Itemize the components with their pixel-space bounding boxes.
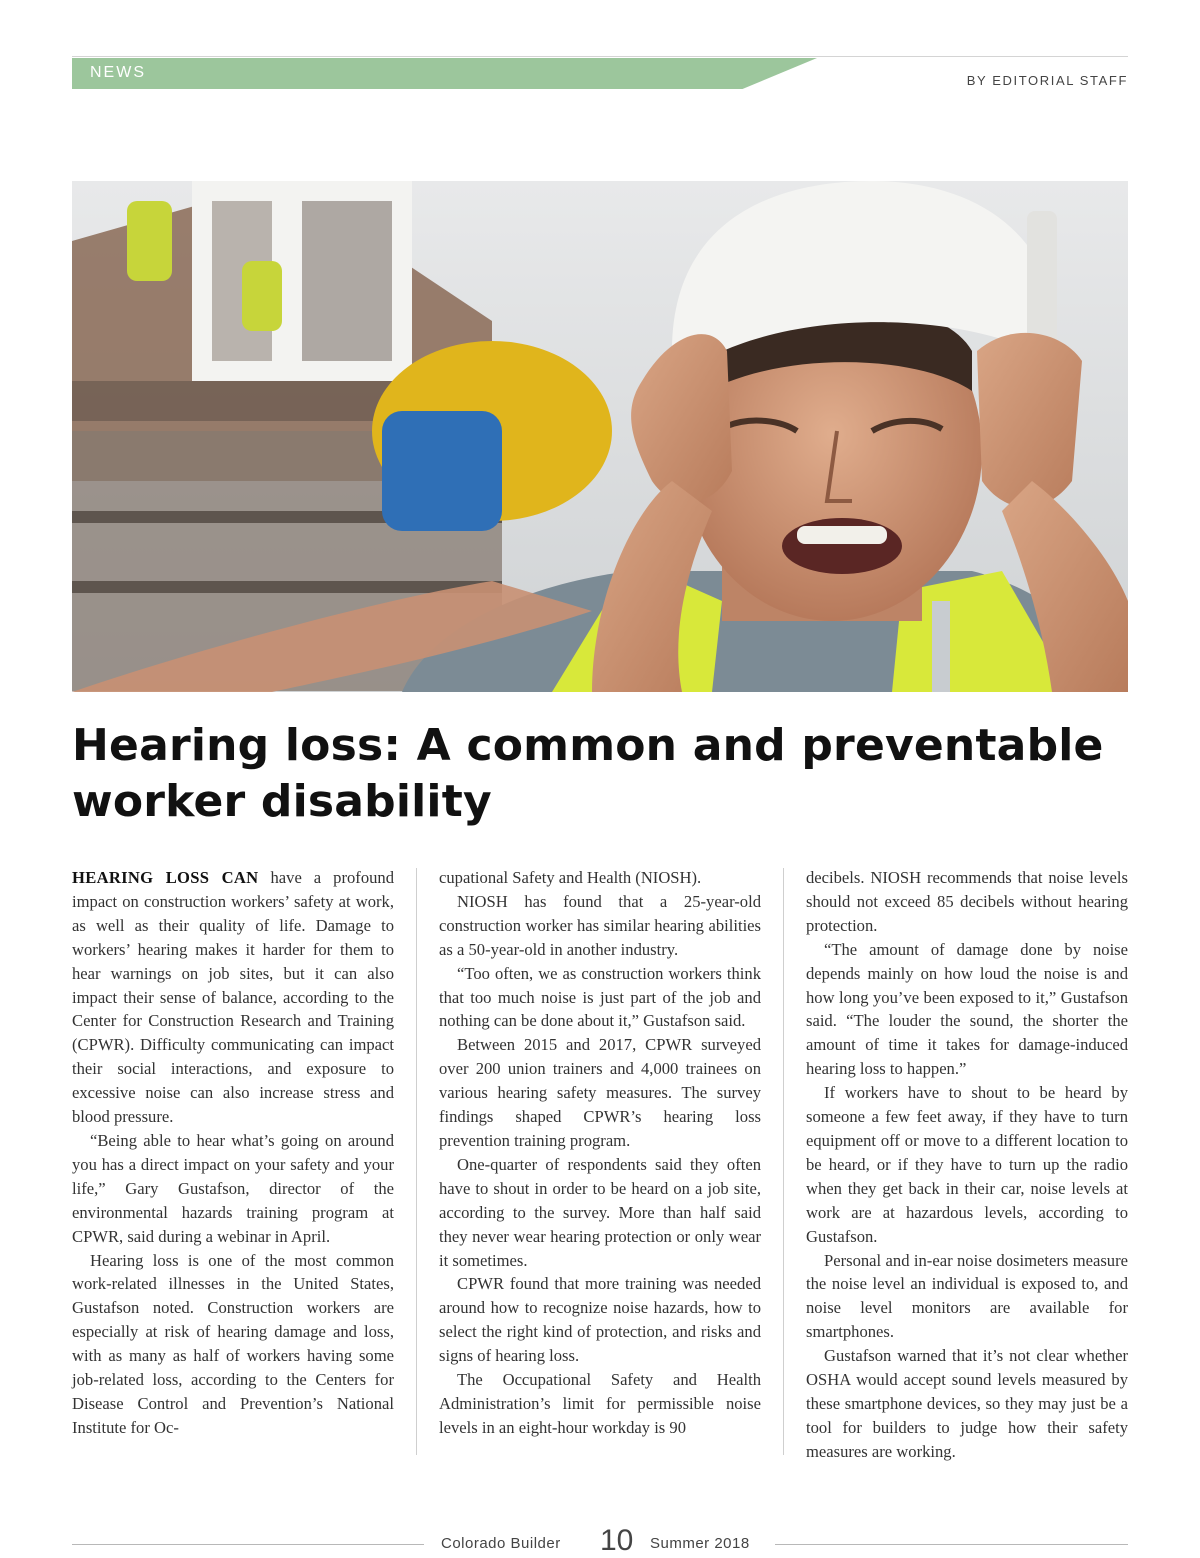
hero-photo	[72, 181, 1128, 692]
section-label: NEWS	[90, 64, 146, 81]
column-divider	[783, 868, 784, 1455]
footer-issue: Summer 2018	[650, 1535, 750, 1552]
paragraph: One-quarter of respondents said they often have to shout in order to be heard on a job site, according to the survey. More than half said they never wear hearing protection or only wear it sometimes.	[439, 1154, 761, 1270]
paragraph: CPWR found that more training was needed around how to recognize noise hazards, how to select the right kind of protection, and risks and signs of hearing loss.	[439, 1274, 761, 1366]
paragraph: “Being able to hear what’s going on around you has a direct impact on your safety and your life,” Gary Gustafson, director of the environmental hazards training program at CPWR, said during a webinar in April.	[72, 1130, 394, 1246]
article-column-2	[439, 866, 761, 1440]
byline: BY EDITORIAL STAFF	[966, 73, 1128, 88]
paragraph: NIOSH has found that a 25-year-old construction worker has similar hearing abilities as a 50-year-old in another industry.	[439, 891, 761, 959]
footer-publication: Colorado Builder	[441, 1535, 561, 1552]
lead-in: HEARING LOSS CAN	[72, 868, 259, 887]
column-divider	[416, 868, 417, 1455]
paragraph	[72, 866, 394, 1129]
article-column-1	[72, 866, 394, 1440]
article-column-3	[806, 866, 1128, 1464]
footer-rule-right	[775, 1544, 1128, 1545]
article-headline: Hearing loss: A common and preventable worker disability	[72, 720, 1104, 827]
page-number: 10	[600, 1524, 634, 1557]
paragraph: Personal and in-ear noise dosimeters measure the noise level an individual is exposed to, and noise level monitors are available for smartphones.	[806, 1250, 1128, 1342]
paragraph: Hearing loss is one of the most common work-related illnesses in the United States, Gustafson noted. Construction workers are especially at risk of hearing damage and loss, with as many as half of workers having some job-related loss, according to the Centers for Disease Control and Prevention’s National Institute for Oc-	[72, 1250, 394, 1437]
paragraph: decibels. NIOSH recommends that noise levels should not exceed 85 decibels without hearing protection.	[806, 868, 1128, 935]
paragraph: Gustafson warned that it’s not clear whether OSHA would accept sound levels measured by these smartphone devices, so they may just be a tool for builders to judge how their safety measures are working.	[806, 1346, 1128, 1461]
paragraph: “The amount of damage done by noise depends mainly on how loud the noise is and how long you’ve been exposed to it,” Gustafson said. “The louder the sound, the shorter the amount of time it takes for damage-induced hearing loss to happen.”	[806, 939, 1128, 1079]
footer-rule-left	[72, 1544, 424, 1545]
section-tab	[72, 58, 817, 89]
paragraph: cupational Safety and Health (NIOSH).	[439, 868, 702, 887]
paragraph: If workers have to shout to be heard by someone a few feet away, if they have to turn equipment off or move to a different location to be heard, or if they have to turn up the radio when they get back in their car, noise levels at work are at hazardous levels, according to Gustafson.	[806, 1083, 1128, 1246]
paragraph: Between 2015 and 2017, CPWR surveyed over 200 union trainers and 4,000 trainees on various hearing safety measures. The survey findings shaped CPWR’s hearing loss prevention training program.	[439, 1035, 761, 1150]
paragraph: The Occupational Safety and Health Administration’s limit for permissible noise levels in an eight-hour workday is 90	[439, 1370, 761, 1437]
header-rule	[72, 56, 1128, 57]
paragraph-text: have a profound impact on construction workers’ safety at work, as well as their quality of life. Damage to workers’ hearing makes it harder for them to hear warnings on job sites, but it can also impact their sense of balance, according to the Center for Construction Research and Training (CPWR). Difficulty communicating can impact their social interactions, and exposure to excessive noise can also increase stress and blood pressure.	[72, 868, 395, 1127]
paragraph: “Too often, we as construction workers think that too much noise is just part of the job and nothing can be done about it,” Gustafson said.	[439, 963, 761, 1031]
